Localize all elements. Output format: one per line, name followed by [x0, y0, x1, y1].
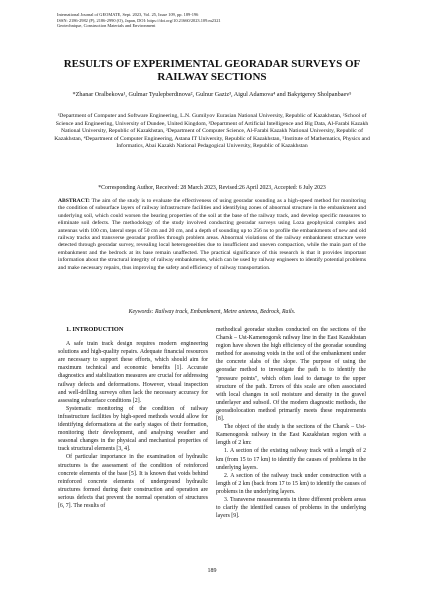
affiliations: ¹Department of Computer and Software Engineering, L.N. Gumilyov Eurasian National University, Republic of Kazakhstan, ²School of Science and Engineering, University of Dundee, United Kingdom, ³Department of Artificial Intelligence and Big Data, Al-Farabi Kazakh National University, Republic of Kazakhstan, ²Department of Computer Science, Al-Farabi Kazakh National University, Republic of Kazakhstan, ⁴Department of Computer Engineering, Astana IT University, Republic of Kazakhstan, ⁵Institute of Mathematics, Physics and Informatics, Abai Kazakh National Pedagogical University, Republic of Kazakhstan: [54, 113, 370, 150]
page-number: 189: [207, 568, 217, 574]
paper-title: RESULTS OF EXPERIMENTAL GEORADAR SURVEYS OF RAILWAY SECTIONS: [63, 58, 361, 83]
abstract-label: ABSTRACT:: [58, 198, 90, 204]
left-column: [58, 326, 208, 510]
category-line: Geotechnique, Construction Materials and Environment: [57, 23, 156, 29]
authors: *Zhanar Oralbekova¹, Gulmar Tyulepberdinova², Gulnur Gaziz³, Aigul Adamova⁴ and Bakytgerey Sholpanbaev⁵: [72, 91, 352, 98]
section-heading: 1. INTRODUCTION: [66, 326, 124, 333]
right-column: [216, 326, 366, 520]
paragraph: Systematic monitoring of the condition of railway infrastructure facilities by high-speed methods would allow for identifying deformations at the early stages of their formation, monitoring their development, and analysing weather and seasonal changes in the physical and mechanical properties of track structural elements [3, 4].: [58, 405, 208, 453]
issn-line: ISSN: 2186-2982 (P), 2186-2990 (O), Japan, DOI: https://doi.org/10.21660/2023.109.m2321: [57, 17, 221, 23]
paragraph: The object of the study is the sections of the Charsk – Ust-Kamenogorsk railway in the East Kazakhstan region with a length of 2 km:: [216, 424, 366, 447]
paragraph: A safe train track design requires modern engineering solutions and high-quality repairs. Adequate financial resources are necessary to support these efforts, which should aim for maximum technical and economic benefits [1]. Accurate diagnostics and stabilization measures are crucial for addressing railway defects and deformations. However, visual inspection and well-drilling surveys often lack the necessary accuracy for assessing subsurface conditions [2].: [58, 341, 208, 404]
submission-dates: *Corresponding Author, Received: 28 March 2023, Revised:26 April 2023, Accepted: 6 July 2023: [98, 185, 326, 191]
paragraph: methodical georadar studies conducted on the sections of the Charsk – Ust-Kamenogorsk railway line in the East Kazakhstan region have shown the high efficiency of the georadar sounding method for assessing voids in the soil of the embankment under the concrete slabs of the slope. The purpose of using the georadar method to investigate the path is to identify the "pressure points", which often lead to damage to the upper structure of the path. Errors of this scale are often associated with local changes in soil moisture and density in the gravel underlayer and subsoil. Of the modern diagnostic methods, the georadiolocation method primarily meets these requirements [8].: [216, 327, 366, 423]
list-item: 2. A section of the railway track under construction with a length of 2 km (back from 17 to 15 km) to identify the causes of problems in the underlying layers.: [216, 472, 366, 495]
journal-line: International Journal of GEOMATE, Sept. 2023, Vol. 25, Issue 109, pp. 189-196: [57, 12, 199, 17]
abstract: [58, 198, 366, 272]
paragraph: Of particular importance in the examination of hydraulic structures is the assessment of the condition of reinforced concrete elements of the base [5]. It is known that voids behind reinforced concrete elements of underground hydraulic structures formed during their construction and operation are serious defects that prevent the normal operation of structures [6, 7]. The results of: [58, 454, 208, 509]
keywords: Keywords: Railway track, Embankment, Metre antenna, Bedrock, Rails.: [128, 309, 296, 315]
list-item: 1. A section of the existing railway track with a length of 2 km (from 15 to 17 km) to identify the causes of problems in the underlying layers.: [216, 448, 366, 471]
list-item: 3. Transverse measurements in three different problem areas to clarify the identified causes of problems in the underlying layers [9].: [216, 496, 366, 520]
journal-header: [57, 12, 377, 29]
abstract-text: The aim of the study is to evaluate the effectiveness of using georadar sounding as a high-speed method for monitoring the condition of subsurface layers of railway infrastructure facilities and identifying zones of abnormal structure in the embankment and underlying soil, which could worsen the bearing properties of the soil at the base of the railway track, and develop specific measures to eliminate soil defects. The methodology of the study involved conducting georadar surveys using Loza geophysical complex and antennas with 100 cm, lateral steps of 50 cm and 20 cm, and a depth of sounding up to 256 ns to profile the embankments of new and old railway tracks and transverse georadar profiles through problem areas. Abnormal violations of the railway embankment structure were detected through georadar survey, revealing local heterogeneities due to insufficient and uneven compaction, while the main part of the embankment and the bedrock at its base remain unaffected. The practical significance of this research is that it provides important information about the structural integrity of railway embankments, which can be used by railway engineers to identify potential problems and make necessary repairs, thus improving the safety and efficiency of railway transportation.: [58, 198, 366, 271]
